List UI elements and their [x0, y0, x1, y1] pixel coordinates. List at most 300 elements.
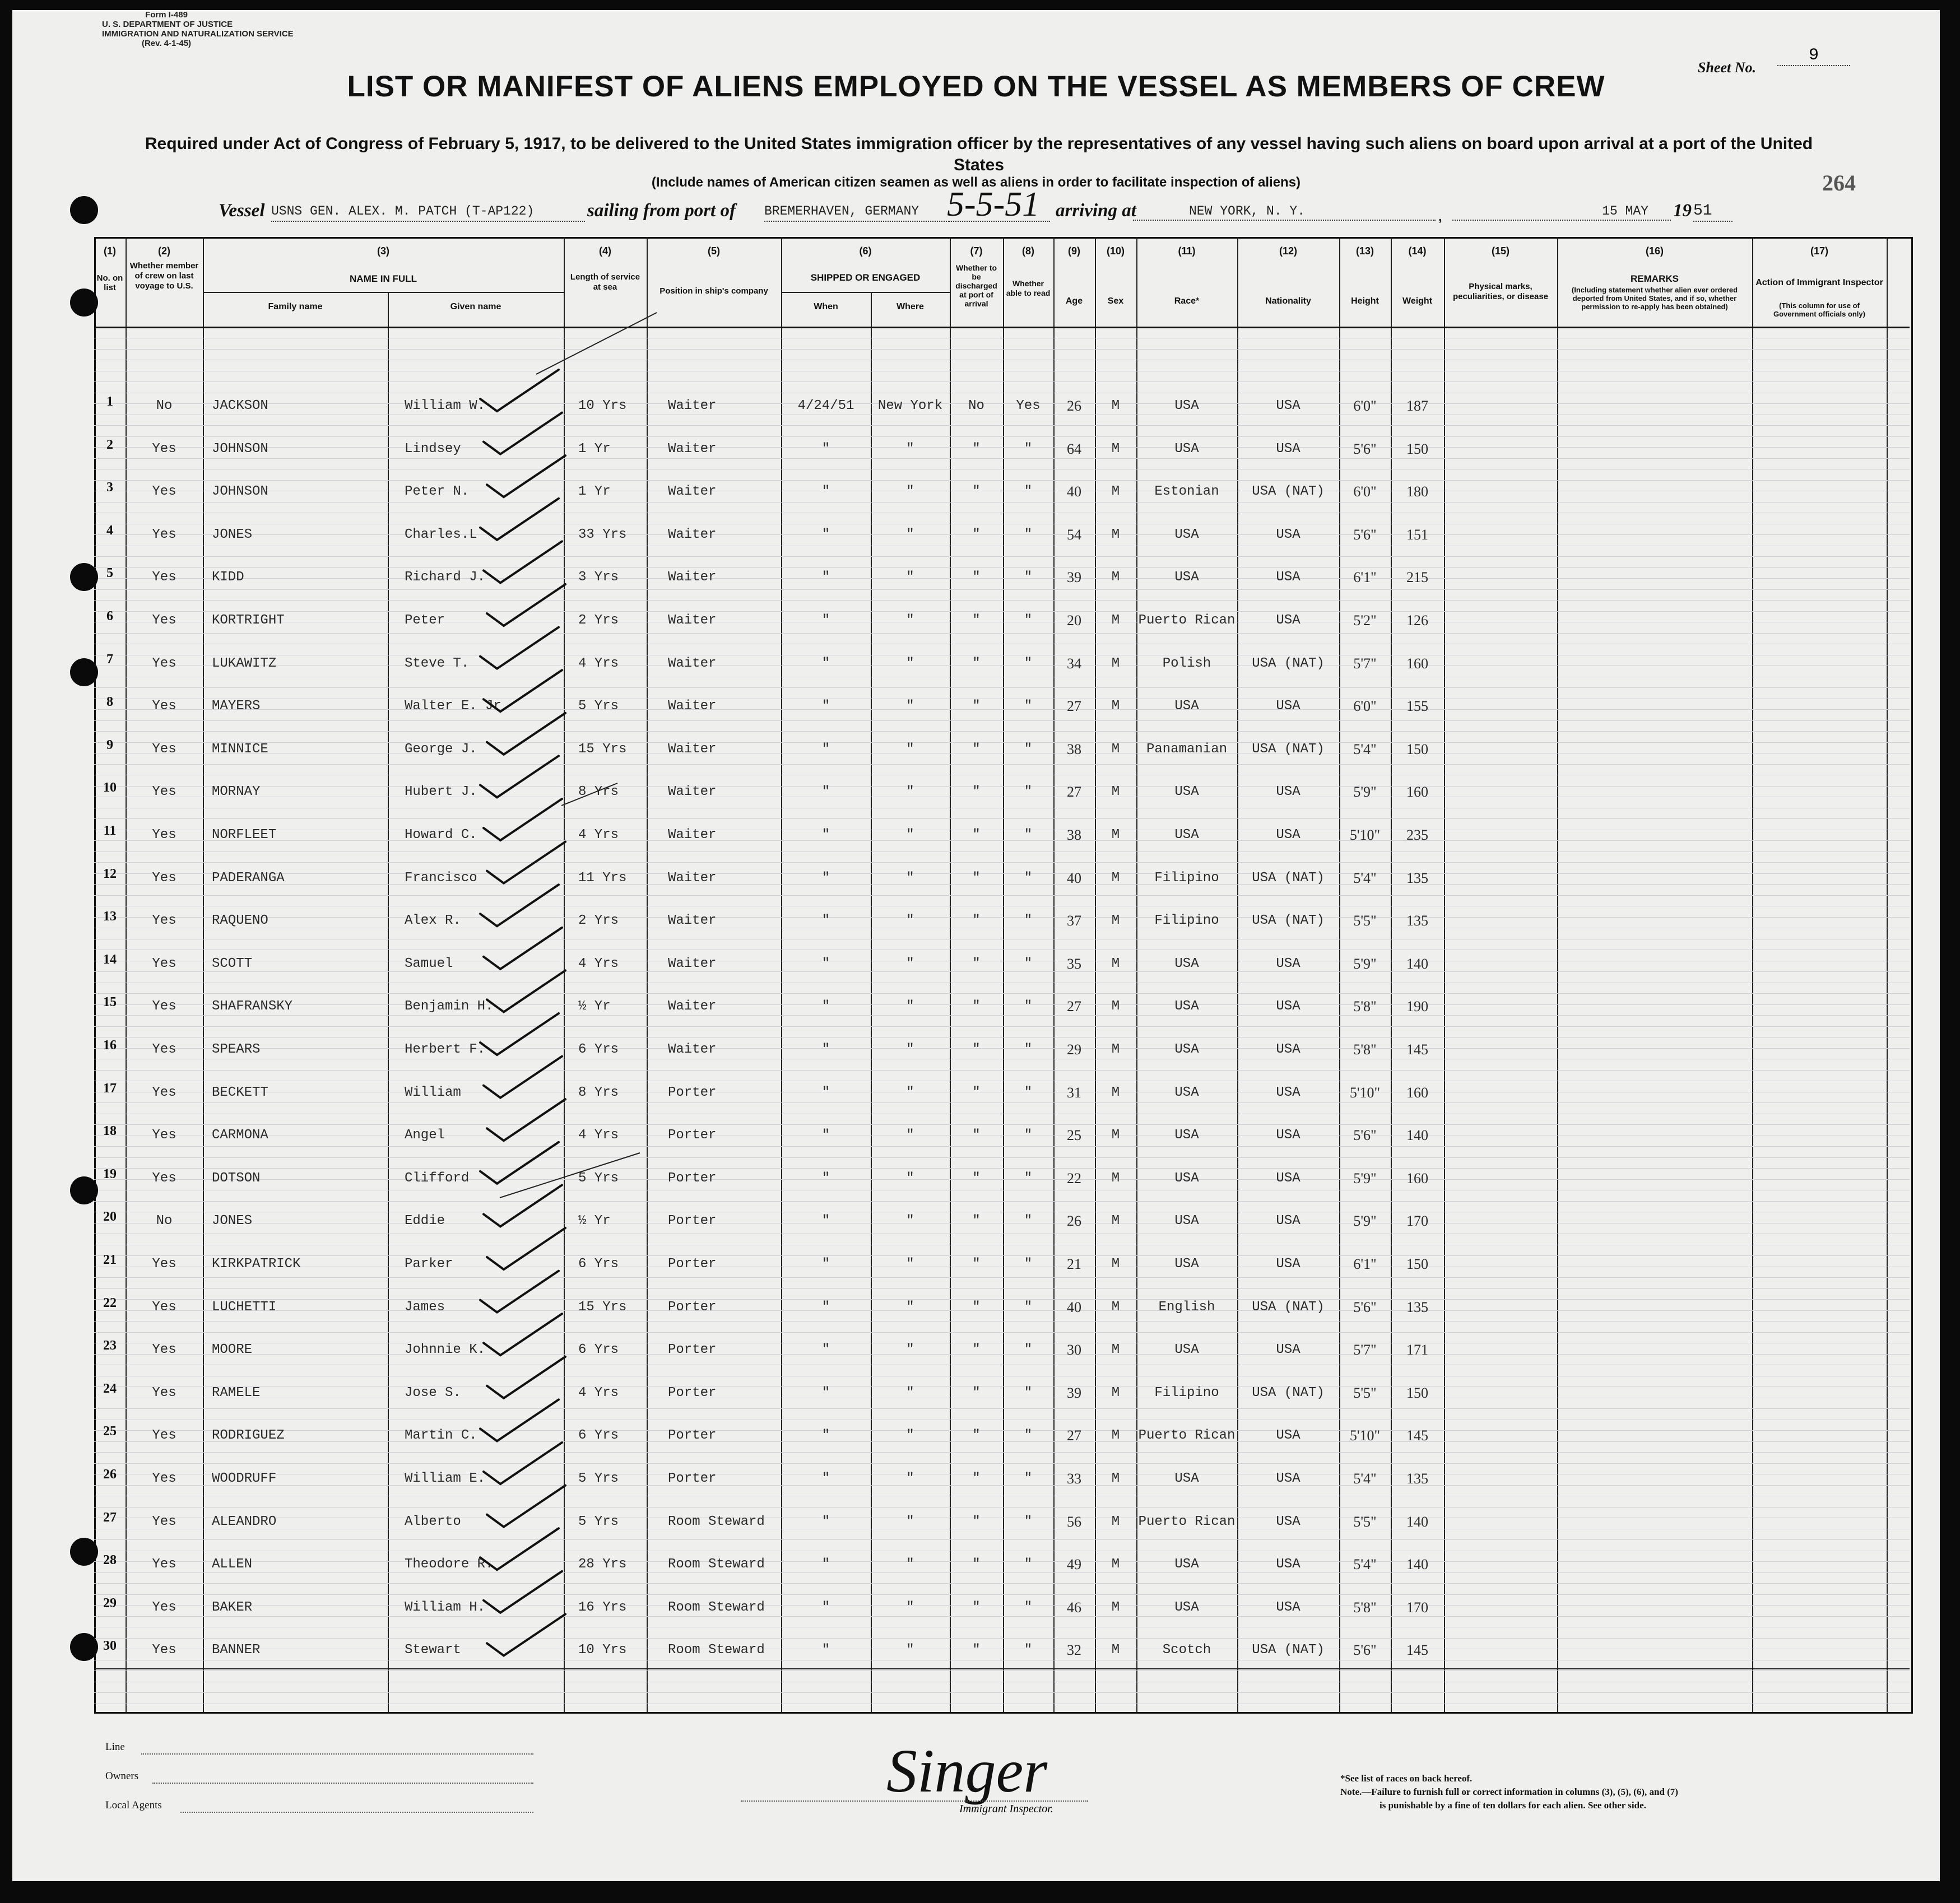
cell-read: "	[1024, 1213, 1033, 1229]
cell-service: 10 Yrs	[578, 398, 627, 413]
cell-service: 8 Yrs	[578, 1085, 619, 1100]
revision: (Rev. 4-1-45)	[141, 39, 192, 48]
cell-height: 5'2"	[1353, 612, 1377, 629]
cell-when: "	[821, 1428, 830, 1443]
cell-position: Waiter	[668, 956, 717, 971]
checkmark	[484, 413, 562, 454]
cell-family: BECKETT	[212, 1085, 268, 1100]
cell-age: 27	[1067, 698, 1081, 714]
cell-weight: 150	[1406, 1385, 1428, 1401]
cell-family: CARMONA	[212, 1128, 268, 1143]
footer-owners-label: Owners	[105, 1770, 139, 1782]
cell-given: Peter N.	[405, 484, 470, 499]
cell-service: 6 Yrs	[578, 1257, 619, 1272]
cell-family: JOHNSON	[212, 484, 268, 499]
col-num-10: (10)	[1106, 245, 1125, 257]
cell-no: 4	[106, 523, 113, 538]
header-age: Age	[1065, 296, 1083, 306]
cell-read: "	[1024, 827, 1033, 843]
fine-note-line-2: is punishable by a fine of ten dollars for each alien. See other side.	[1380, 1800, 1646, 1811]
cell-race: USA	[1174, 699, 1199, 714]
cell-nationality: USA	[1276, 613, 1301, 628]
cell-age: 29	[1067, 1041, 1081, 1058]
cell-where: "	[906, 871, 914, 886]
cell-no: 2	[106, 438, 113, 452]
cell-where: "	[906, 784, 914, 799]
cell-service: 4 Yrs	[578, 656, 619, 671]
cell-age: 46	[1067, 1599, 1081, 1616]
cell-nationality: USA (NAT)	[1252, 1385, 1325, 1401]
cell-service: 33 Yrs	[578, 527, 627, 542]
cell-no: 20	[103, 1209, 117, 1224]
cell-height: 5'9"	[1353, 1213, 1377, 1229]
cell-no: 16	[103, 1038, 117, 1053]
cell-nationality: USA	[1276, 1257, 1301, 1272]
cell-sex: M	[1111, 1042, 1120, 1057]
cell-race: Puerto Rican	[1138, 1514, 1236, 1529]
cell-where: "	[906, 570, 914, 585]
cell-position: Porter	[668, 1213, 717, 1229]
checkmark	[487, 1228, 565, 1269]
cell-no: 3	[106, 480, 113, 495]
cell-when: "	[821, 742, 830, 757]
cell-read: "	[1024, 1428, 1033, 1443]
cell-position: Porter	[668, 1085, 717, 1100]
cell-service: 4 Yrs	[578, 1385, 619, 1401]
cell-height: 6'0"	[1353, 483, 1377, 500]
cell-discharge: "	[972, 441, 981, 457]
cell-where: "	[906, 656, 914, 671]
cell-given: Johnnie K.	[405, 1342, 486, 1357]
page-subtitle: Required under Act of Congress of February 5, 1917, to be delivered to the United States immigration officer by the representatives of any vessel having such aliens on board upon arrival at a port of the United States	[145, 134, 1813, 174]
page-title: LIST OR MANIFEST OF ALIENS EMPLOYED ON THE VESSEL AS MEMBERS OF CREW	[347, 70, 1605, 103]
cell-when: "	[821, 1514, 830, 1529]
cell-read: "	[1024, 699, 1033, 714]
cell-given: Francisco	[405, 871, 477, 886]
checkmark	[480, 499, 559, 540]
cell-when: "	[821, 1257, 830, 1272]
cell-age: 32	[1067, 1642, 1081, 1658]
cell-given: Parker	[405, 1257, 453, 1272]
cell-height: 5'10"	[1349, 827, 1381, 843]
cell-nationality: USA	[1276, 1428, 1301, 1443]
cell-discharge: "	[972, 1085, 981, 1100]
manifest-sheet	[12, 10, 1940, 1881]
cell-when: "	[821, 527, 830, 542]
checkmark	[480, 627, 559, 669]
checkmark	[484, 1314, 562, 1355]
cell-nationality: USA	[1276, 1514, 1301, 1529]
cell-sex: M	[1111, 1128, 1120, 1143]
checkmark	[487, 842, 565, 883]
cell-when: "	[821, 1385, 830, 1401]
checkmark	[480, 1013, 559, 1055]
checkmark	[480, 370, 559, 411]
cell-weight: 150	[1406, 1256, 1428, 1272]
year-prefix: 19	[1673, 201, 1692, 221]
cell-service: 15 Yrs	[578, 742, 627, 757]
sailing-label: sailing from port of	[587, 201, 736, 221]
cell-nationality: USA (NAT)	[1252, 742, 1325, 757]
pen-stroke	[536, 313, 657, 374]
cell-family: SPEARS	[212, 1042, 261, 1057]
cell-race: USA	[1174, 1042, 1199, 1057]
cell-service: 5 Yrs	[578, 699, 619, 714]
cell-age: 25	[1067, 1127, 1081, 1143]
cell-discharge: "	[972, 527, 981, 542]
cell-family: NORFLEET	[212, 827, 277, 843]
cell-race: Filipino	[1154, 1385, 1219, 1401]
cell-height: 6'1"	[1353, 1256, 1377, 1272]
cell-height: 5'6"	[1353, 441, 1377, 457]
header-shipped-engaged: SHIPPED OR ENGAGED	[810, 272, 921, 283]
cell-last: No	[156, 1213, 173, 1229]
cell-height: 5'9"	[1353, 784, 1377, 800]
cell-read: "	[1024, 784, 1033, 799]
cell-height: 5'4"	[1353, 741, 1377, 757]
cell-no: 23	[103, 1338, 117, 1353]
cell-service: 6 Yrs	[578, 1342, 619, 1357]
cell-where: "	[906, 527, 914, 542]
cell-weight: 135	[1406, 913, 1428, 929]
cell-service: 4 Yrs	[578, 827, 619, 843]
cell-service: 11 Yrs	[578, 871, 627, 886]
cell-last: Yes	[152, 1342, 177, 1357]
checkmarks-layer	[12, 10, 1940, 1881]
cell-family: RAMELE	[212, 1385, 261, 1401]
checkmark	[487, 970, 565, 1012]
cell-weight: 140	[1406, 956, 1428, 972]
cell-sex: M	[1111, 699, 1120, 714]
header-able-read: Whether able to read	[1006, 279, 1051, 297]
cell-weight: 171	[1406, 1342, 1428, 1358]
cell-read: "	[1024, 1342, 1033, 1357]
cell-where: "	[906, 1128, 914, 1143]
col-num-9: (9)	[1068, 245, 1080, 257]
cell-where: "	[906, 484, 914, 499]
cell-where: "	[906, 1042, 914, 1057]
cell-sex: M	[1111, 1428, 1120, 1443]
cell-age: 40	[1067, 870, 1081, 886]
cell-age: 33	[1067, 1471, 1081, 1487]
checkmark	[487, 1357, 565, 1398]
cell-weight: 140	[1406, 1127, 1428, 1143]
cell-position: Porter	[668, 1128, 717, 1143]
cell-no: 28	[103, 1553, 117, 1567]
cell-position: Porter	[668, 1385, 717, 1401]
cell-race: USA	[1174, 1257, 1199, 1272]
cell-where: "	[906, 1471, 914, 1486]
cell-nationality: USA	[1276, 1557, 1301, 1572]
col-num-1: (1)	[104, 245, 116, 257]
cell-discharge: "	[972, 484, 981, 499]
cell-discharge: "	[972, 1514, 981, 1529]
cell-given: Theodore R.	[405, 1557, 494, 1572]
cell-age: 39	[1067, 569, 1081, 585]
cell-weight: 170	[1406, 1599, 1428, 1616]
checkmark	[484, 1057, 562, 1098]
cell-race: USA	[1174, 527, 1199, 542]
cell-given: Alberto	[405, 1514, 461, 1529]
cell-given: Howard C.	[405, 827, 477, 843]
cell-discharge: No	[968, 398, 984, 413]
cell-position: Waiter	[668, 784, 717, 799]
cell-height: 5'4"	[1353, 1471, 1377, 1487]
cell-when: "	[821, 1471, 830, 1486]
cell-family: MINNICE	[212, 742, 268, 757]
cell-sex: M	[1111, 441, 1120, 457]
cell-where: "	[906, 1171, 914, 1186]
cell-race: USA	[1174, 441, 1199, 457]
cell-no: 14	[103, 952, 117, 967]
cell-age: 27	[1067, 998, 1081, 1015]
cell-position: Porter	[668, 1300, 717, 1315]
cell-read: "	[1024, 913, 1033, 928]
header-nationality: Nationality	[1265, 296, 1311, 306]
cell-nationality: USA	[1276, 956, 1301, 971]
col-num-13: (13)	[1355, 245, 1374, 257]
cell-given: Charles.L	[405, 527, 477, 542]
cell-sex: M	[1111, 1213, 1120, 1229]
cell-discharge: "	[972, 1557, 981, 1572]
checkmark	[480, 1142, 559, 1184]
cell-service: 2 Yrs	[578, 613, 619, 628]
cell-no: 19	[103, 1167, 117, 1181]
cell-position: Room Steward	[668, 1557, 765, 1572]
cell-no: 24	[103, 1381, 117, 1396]
col-num-16: (16)	[1645, 245, 1664, 257]
header-last-voyage: Whether member of crew on last voyage to U.S.	[129, 261, 199, 291]
cell-position: Waiter	[668, 613, 717, 628]
cell-height: 5'9"	[1353, 1170, 1377, 1187]
header-family-name: Family name	[268, 302, 323, 311]
cell-read: "	[1024, 956, 1033, 971]
checkmark	[484, 670, 562, 711]
cell-position: Waiter	[668, 1042, 717, 1057]
cell-read: "	[1024, 1514, 1033, 1529]
cell-discharge: "	[972, 1342, 981, 1357]
cell-nationality: USA (NAT)	[1252, 656, 1325, 671]
header-action-sub: (This column for use of Government officials only)	[1773, 301, 1865, 318]
cell-discharge: "	[972, 1128, 981, 1143]
cell-nationality: USA	[1276, 999, 1301, 1014]
cell-sex: M	[1111, 1300, 1120, 1315]
cell-service: 4 Yrs	[578, 956, 619, 971]
cell-given: Stewart	[405, 1643, 461, 1658]
cell-position: Waiter	[668, 827, 717, 843]
cell-age: 22	[1067, 1170, 1081, 1187]
cell-given: William W.	[405, 398, 486, 413]
cell-given: George J.	[405, 742, 477, 757]
cell-discharge: "	[972, 570, 981, 585]
cell-where: "	[906, 613, 914, 628]
footer-line-field	[141, 1753, 533, 1755]
header-weight: Weight	[1402, 296, 1433, 306]
col-num-12: (12)	[1279, 245, 1297, 257]
header-name-in-full: NAME IN FULL	[350, 273, 417, 284]
header-length-service: Length of service at sea	[570, 272, 640, 292]
cell-where: "	[906, 1300, 914, 1315]
cell-height: 5'7"	[1353, 655, 1377, 672]
cell-service: 6 Yrs	[578, 1428, 619, 1443]
cell-service: ½ Yr	[578, 1213, 611, 1229]
cell-race: USA	[1174, 1600, 1199, 1615]
cell-where: "	[906, 999, 914, 1014]
cell-nationality: USA	[1276, 1042, 1301, 1057]
cell-position: Waiter	[668, 699, 717, 714]
cell-height: 5'6"	[1353, 1642, 1377, 1658]
cell-position: Room Steward	[668, 1643, 765, 1658]
cell-read: "	[1024, 484, 1033, 499]
checkmark	[480, 1399, 559, 1441]
cell-nationality: USA (NAT)	[1252, 484, 1325, 499]
cell-position: Waiter	[668, 999, 717, 1014]
cell-position: Waiter	[668, 871, 717, 886]
header-remarks: REMARKS	[1631, 273, 1679, 284]
cell-nationality: USA	[1276, 441, 1301, 457]
fine-note-line-1: Note.—Failure to furnish full or correct information in columns (3), (5), (6), and (7)	[1340, 1786, 1678, 1797]
cell-family: JONES	[212, 1213, 253, 1229]
cell-sex: M	[1111, 398, 1120, 413]
cell-given: Angel	[405, 1128, 445, 1143]
cell-age: 64	[1067, 441, 1081, 457]
cell-given: Steve T.	[405, 656, 470, 671]
cell-read: "	[1024, 742, 1033, 757]
cell-family: MAYERS	[212, 699, 261, 714]
cell-family: RODRIGUEZ	[212, 1428, 285, 1443]
cell-where: "	[906, 1385, 914, 1401]
cell-where: "	[906, 1257, 914, 1272]
cell-sex: M	[1111, 999, 1120, 1014]
cell-nationality: USA	[1276, 1085, 1301, 1100]
cell-when: "	[821, 570, 830, 585]
cell-no: 15	[103, 995, 117, 1009]
cell-given: Benjamin H.	[405, 999, 494, 1014]
cell-age: 54	[1067, 527, 1081, 543]
cell-given: James	[405, 1300, 445, 1315]
cell-sex: M	[1111, 1471, 1120, 1486]
cell-no: 7	[106, 652, 113, 667]
cell-discharge: "	[972, 1385, 981, 1401]
cell-age: 21	[1067, 1256, 1081, 1272]
cell-race: USA	[1174, 1557, 1199, 1572]
cell-family: SHAFRANSKY	[212, 999, 293, 1014]
cell-read: "	[1024, 1643, 1033, 1658]
cell-service: 16 Yrs	[578, 1600, 627, 1615]
cell-when: "	[821, 784, 830, 799]
cell-last: Yes	[152, 871, 177, 886]
sheet-number: 9	[1777, 46, 1850, 66]
cell-race: Filipino	[1154, 871, 1219, 886]
cell-nationality: USA	[1276, 398, 1301, 413]
cell-when: "	[821, 1300, 830, 1315]
cell-given: Walter E. Jr.	[405, 699, 510, 714]
cell-where: New York	[877, 398, 943, 413]
cell-no: 18	[103, 1124, 117, 1138]
cell-height: 5'6"	[1353, 1299, 1377, 1315]
cell-weight: 135	[1406, 1471, 1428, 1487]
cell-given: Peter	[405, 613, 445, 628]
cell-discharge: "	[972, 1600, 981, 1615]
cell-when: "	[821, 1643, 830, 1658]
cell-discharge: "	[972, 613, 981, 628]
cell-last: Yes	[152, 1385, 177, 1401]
cell-race: Scotch	[1162, 1643, 1211, 1658]
cell-read: "	[1024, 527, 1033, 542]
header-physical-marks: Physical marks, peculiarities, or disease	[1452, 282, 1549, 301]
checkmark	[487, 1486, 565, 1527]
cell-height: 5'7"	[1353, 1342, 1377, 1358]
cell-age: 31	[1067, 1085, 1081, 1101]
cell-last: Yes	[152, 527, 177, 542]
cell-when: "	[821, 699, 830, 714]
cell-service: 5 Yrs	[578, 1471, 619, 1486]
cell-when: "	[821, 999, 830, 1014]
cell-last: Yes	[152, 1042, 177, 1057]
checkmark	[480, 885, 559, 926]
cell-height: 5'6"	[1353, 527, 1377, 543]
cell-last: Yes	[152, 1643, 177, 1658]
cell-when: "	[821, 1171, 830, 1186]
race-note: *See list of races on back hereof.	[1340, 1773, 1473, 1784]
cell-last: Yes	[152, 827, 177, 843]
cell-service: 8 Yrs	[578, 784, 619, 799]
cell-family: LUKAWITZ	[212, 656, 277, 671]
cell-read: "	[1024, 1471, 1033, 1486]
cell-weight: 150	[1406, 441, 1428, 457]
cell-nationality: USA	[1276, 784, 1301, 799]
cell-last: Yes	[152, 441, 177, 457]
cell-sex: M	[1111, 1342, 1120, 1357]
cell-last: Yes	[152, 613, 177, 628]
cell-nationality: USA	[1276, 1600, 1301, 1615]
binder-hole	[70, 658, 98, 686]
cell-given: Martin C.	[405, 1428, 477, 1443]
cell-family: LUCHETTI	[212, 1300, 277, 1315]
cell-nationality: USA	[1276, 699, 1301, 714]
pen-stroke	[561, 783, 617, 806]
cell-no: 25	[103, 1424, 117, 1439]
cell-sex: M	[1111, 1171, 1120, 1186]
cell-weight: 187	[1406, 398, 1428, 414]
cell-when: 4/24/51	[797, 398, 854, 413]
cell-discharge: "	[972, 1213, 981, 1229]
cell-age: 49	[1067, 1556, 1081, 1572]
col-num-8: (8)	[1022, 245, 1034, 257]
cell-read: "	[1024, 1257, 1033, 1272]
cell-weight: 170	[1406, 1213, 1428, 1229]
footer-line-label: Line	[105, 1741, 125, 1753]
cell-discharge: "	[972, 784, 981, 799]
cell-height: 6'0"	[1353, 398, 1377, 414]
cell-weight: 235	[1406, 827, 1428, 843]
cell-where: "	[906, 1643, 914, 1658]
cell-discharge: "	[972, 913, 981, 928]
cell-discharge: "	[972, 1428, 981, 1443]
cell-position: Room Steward	[668, 1600, 765, 1615]
cell-sex: M	[1111, 570, 1120, 585]
cell-family: JACKSON	[212, 398, 268, 413]
cell-race: Polish	[1162, 656, 1211, 671]
cell-no: 29	[103, 1596, 117, 1611]
cell-when: "	[821, 1042, 830, 1057]
cell-last: Yes	[152, 784, 177, 799]
cell-age: 30	[1067, 1342, 1081, 1358]
cell-sex: M	[1111, 913, 1120, 928]
cell-age: 27	[1067, 784, 1081, 800]
include-note: (Include names of American citizen seamen as well as aliens in order to facilitate inspection of aliens)	[651, 175, 1301, 190]
cell-position: Waiter	[668, 742, 717, 757]
